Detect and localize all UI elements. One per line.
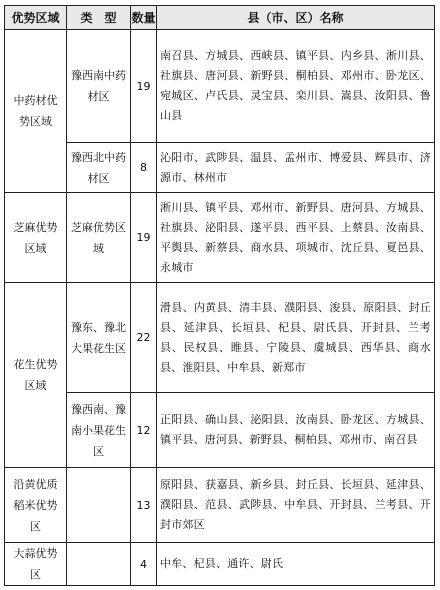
count-cell: 12 — [131, 393, 157, 468]
table-row — [5, 393, 435, 468]
type-cell: 豫西北中药材区 — [67, 143, 131, 193]
table-row — [5, 30, 435, 143]
region-cell: 中药材优势区域 — [5, 30, 67, 193]
table-row — [5, 143, 435, 193]
region-cell: 花生优势区域 — [5, 283, 67, 468]
table-row — [5, 283, 435, 393]
region-cell: 沿黄优质稻米优势区 — [5, 468, 67, 543]
count-cell: 19 — [131, 193, 157, 283]
count-cell: 19 — [131, 30, 157, 143]
count-cell: 13 — [131, 468, 157, 543]
counties-cell: 沁阳市、武陟县、温县、孟州市、博爱县、辉县市、济源市、林州市 — [157, 143, 435, 193]
region-cell: 芝麻优势区域 — [5, 193, 67, 283]
type-cell: 豫西南、豫南小果花生区 — [67, 393, 131, 468]
table-row — [5, 468, 435, 543]
header-counties: 县（市、区）名称 — [157, 6, 435, 30]
count-cell: 4 — [131, 543, 157, 586]
advantage-area-table — [4, 5, 435, 586]
table-row — [5, 543, 435, 586]
counties-cell: 淅川县、镇平县、邓州市、新野县、唐河县、方城县、社旗县、泌阳县、遂平县、西平县、上蔡县、汝南县、平舆县、新蔡县、商水县、项城市、沈丘县、夏邑县、永城市 — [157, 193, 435, 283]
table-row — [5, 193, 435, 283]
header-type: 类 型 — [67, 6, 131, 30]
type-cell: 豫东、豫北大果花生区 — [67, 283, 131, 393]
type-cell: 豫西南中药材区 — [67, 30, 131, 143]
counties-cell: 原阳县、获嘉县、新乡县、封丘县、长垣县、延津县、濮阳县、范县、武陟县、中牟县、开封县、兰考县、开封市郊区 — [157, 468, 435, 543]
header-region: 优势区域 — [5, 6, 67, 30]
type-cell — [67, 543, 131, 586]
counties-cell: 正阳县、确山县、泌阳县、汝南县、卧龙区、方城县、镇平县、唐河县、新野县、桐柏县、邓州市、南召县 — [157, 393, 435, 468]
counties-cell: 滑县、内黄县、清丰县、濮阳县、浚县、原阳县、封丘县、延津县、长垣县、杞县、尉氏县、开封县、兰考县、民权县、睢县、宁陵县、虞城县、西华县、商水县、淮阳县、中牟县、新郑市 — [157, 283, 435, 393]
header-count: 数量 — [131, 6, 157, 30]
count-cell: 8 — [131, 143, 157, 193]
header-row — [5, 6, 435, 30]
counties-cell: 中牟、杞县、通许、尉氏 — [157, 543, 435, 586]
region-cell: 大蒜优势区 — [5, 543, 67, 586]
type-cell: 芝麻优势区域 — [67, 193, 131, 283]
type-cell — [67, 468, 131, 543]
counties-cell: 南召县、方城县、西峡县、镇平县、内乡县、淅川县、社旗县、唐河县、新野县、桐柏县、邓州市、卧龙区、宛城区、卢氏县、灵宝县、栾川县、嵩县、汝阳县、鲁山县 — [157, 30, 435, 143]
count-cell: 22 — [131, 283, 157, 393]
